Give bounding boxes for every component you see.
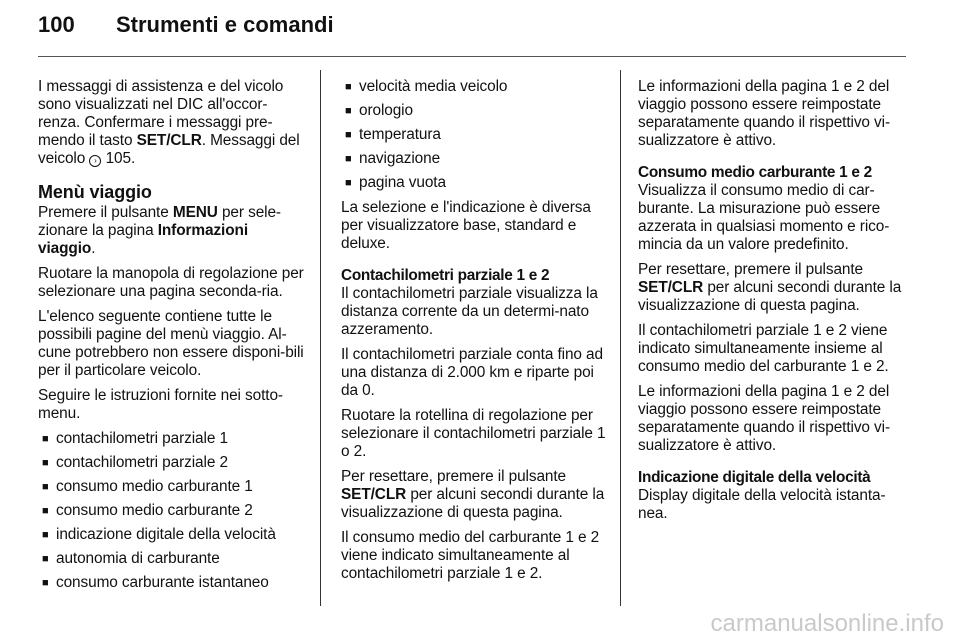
list-item: ■ orologio <box>341 102 607 120</box>
column-3 <box>638 78 906 530</box>
list-item: ■ contachilometri parziale 2 <box>38 454 306 472</box>
subheading: Contachilometri parziale 1 e 2 <box>341 267 550 284</box>
list-item: ■ velocità media veicolo <box>341 78 607 96</box>
subheading: Indicazione digitale della velocità <box>638 469 871 486</box>
column-divider-1 <box>320 70 321 606</box>
column-1 <box>38 78 306 599</box>
list-item: ■ consumo carburante istantaneo <box>38 574 306 592</box>
paragraph: Il contachilometri parziale visualizza la distanza corrente da un determi-nato azzeramento. <box>341 285 598 338</box>
paragraph: Display digitale della velocità istanta-nea. <box>638 487 886 522</box>
paragraph: La selezione e l'indicazione è diversa per visualizzatore base, standard e deluxe. <box>341 199 591 252</box>
page-header <box>38 12 334 52</box>
trip-pages-list <box>38 430 306 592</box>
list-item: ■ consumo medio carburante 2 <box>38 502 306 520</box>
intro-paragraph: I messaggi di assistenza e del vicolo sono visualizzati nel DIC all'occor-renza. Confermare i messaggi pre-mendo il tasto SET/CLR. Messaggi del veicolo › 105. <box>38 78 300 167</box>
paragraph: Ruotare la manopola di regolazione per selezionare una pagina seconda-ria. <box>38 265 304 300</box>
paragraph: Premere il pulsante MENU per sele-zionare la pagina Informazioni viaggio. <box>38 204 281 257</box>
header-rule <box>38 56 906 57</box>
paragraph: Il contachilometri parziale conta fino ad una distanza di 2.000 km e riparte poi da 0. <box>341 346 603 399</box>
list-item: ■ autonomia di carburante <box>38 550 306 568</box>
paragraph: Seguire le istruzioni fornite nei sotto-menu. <box>38 387 283 422</box>
list-item: ■ pagina vuota <box>341 174 607 192</box>
page-title: Strumenti e comandi <box>116 12 334 37</box>
list-item: ■ contachilometri parziale 1 <box>38 430 306 448</box>
list-item: ■ consumo medio carburante 1 <box>38 478 306 496</box>
paragraph: Le informazioni della pagina 1 e 2 del viaggio possono essere reimpostate separatamente quando il rispettivo vi-sualizzatore è attivo. <box>638 383 890 454</box>
column-divider-2 <box>620 70 621 606</box>
paragraph: Il contachilometri parziale 1 e 2 viene indicato simultaneamente insieme al consumo medio del carburante 1 e 2. <box>638 322 889 375</box>
list-item: ■ temperatura <box>341 126 607 144</box>
page-number: 100 <box>38 12 75 37</box>
section-title: Menù viaggio <box>38 182 152 202</box>
paragraph: Ruotare la rotellina di regolazione per selezionare il contachilometri parziale 1 o 2. <box>341 407 606 460</box>
list-item: ■ navigazione <box>341 150 607 168</box>
paragraph: Per resettare, premere il pulsante SET/CLR per alcuni secondi durante la visualizzazione di questa pagina. <box>638 261 902 314</box>
page-reference-icon: › <box>89 155 101 167</box>
paragraph: Visualizza il consumo medio di car-burante. La misurazione può essere azzerata in qualsiasi momento e rico-mincia da un valore predefinito. <box>638 182 890 253</box>
paragraph: L'elenco seguente contiene tutte le possibili pagine del menù viaggio. Al-cune potrebbero non essere disponi-bili per il particolare veicolo. <box>38 308 304 379</box>
watermark: carmanualsonline.info <box>710 610 944 637</box>
trip-pages-list-continued <box>341 78 607 192</box>
paragraph: Il consumo medio del carburante 1 e 2 viene indicato simultaneamente al contachilometri parziale 1 e 2. <box>341 529 600 582</box>
subheading: Consumo medio carburante 1 e 2 <box>638 164 872 181</box>
paragraph: Per resettare, premere il pulsante SET/CLR per alcuni secondi durante la visualizzazione di questa pagina. <box>341 468 605 521</box>
list-item: ■ indicazione digitale della velocità <box>38 526 306 544</box>
paragraph: Le informazioni della pagina 1 e 2 del viaggio possono essere reimpostate separatamente quando il rispettivo vi-sualizzatore è attivo. <box>638 78 890 149</box>
column-2 <box>341 78 607 590</box>
